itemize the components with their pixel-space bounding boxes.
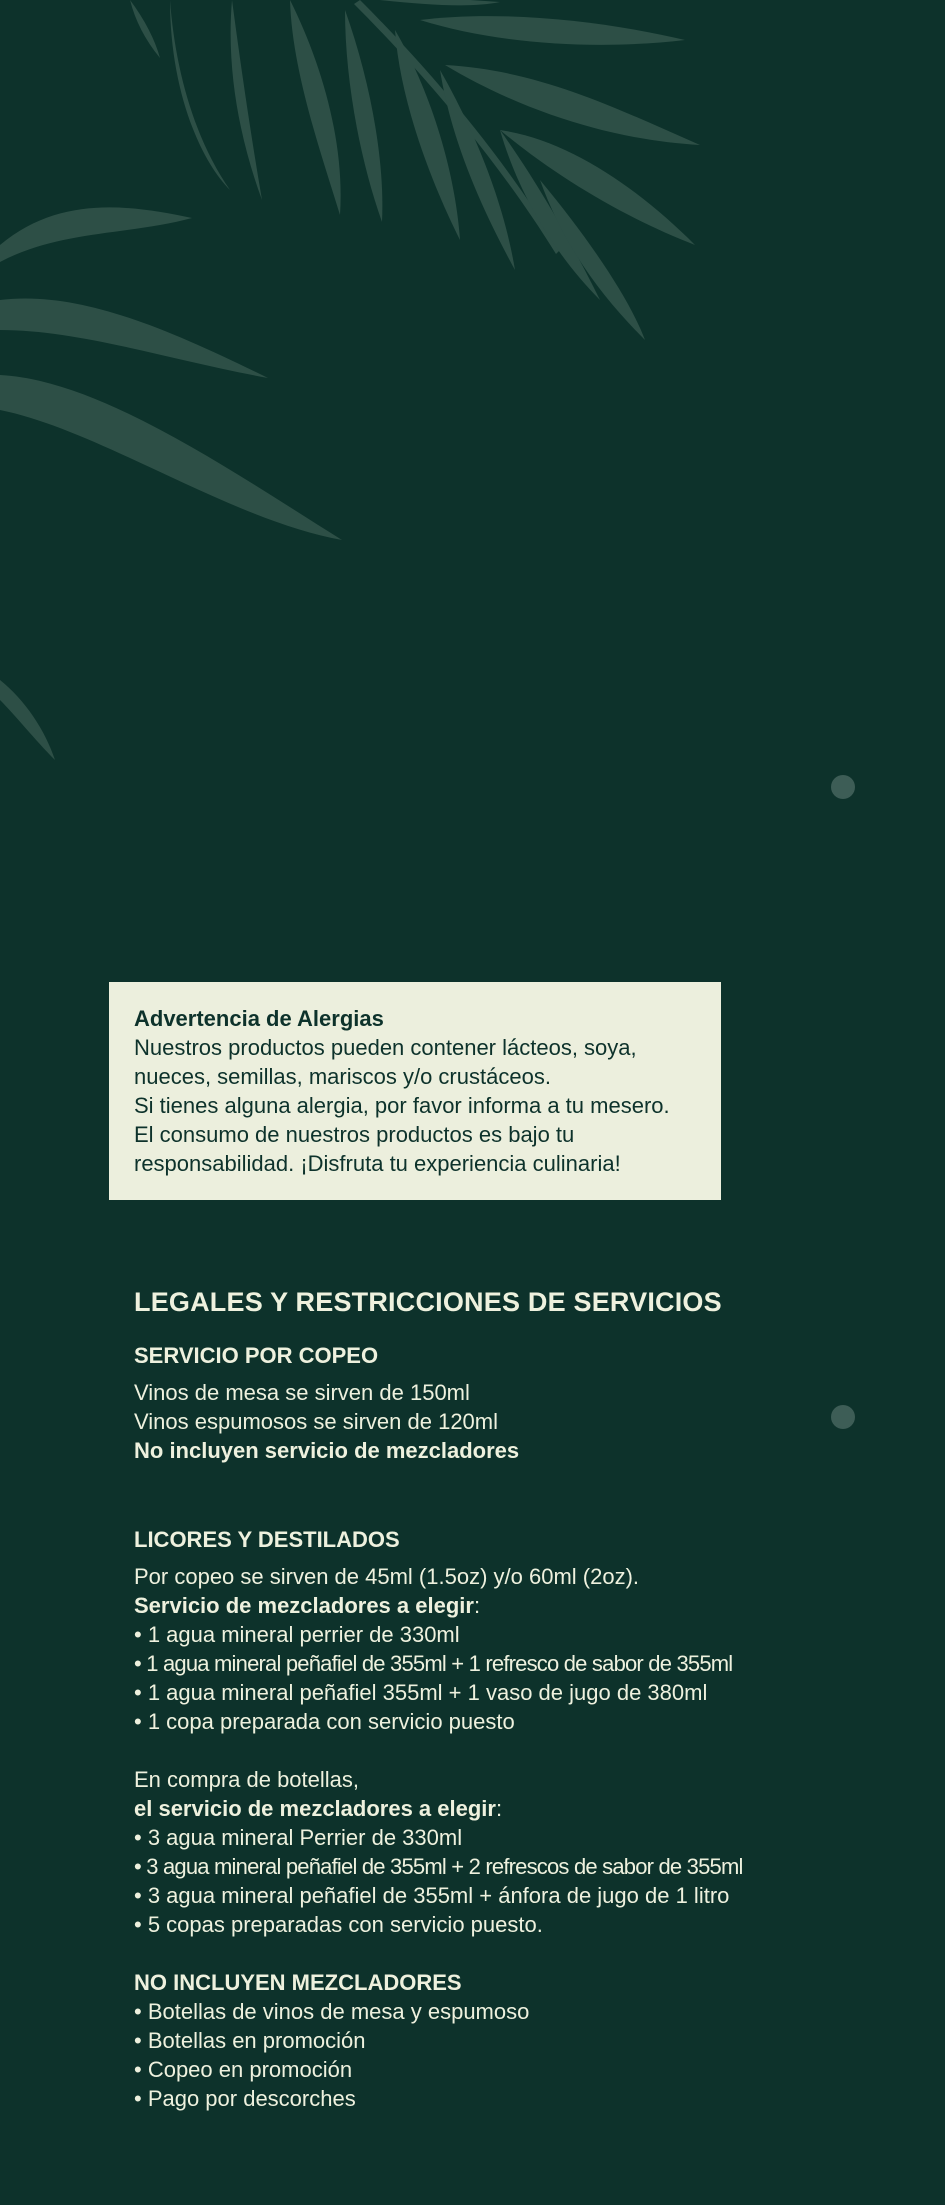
copeo-no-mixers: No incluyen servicio de mezcladores: [134, 1438, 520, 1463]
copeo-line: Vinos de mesa se sirven de 150ml: [134, 1380, 470, 1405]
bottle-mixer-item: • 3 agua mineral peñafiel de 355ml + 2 refrescos de sabor de 355ml: [134, 1854, 743, 1879]
licores-intro: Por copeo se sirven de 45ml (1.5oz) y/o 60ml (2oz).: [134, 1564, 640, 1589]
allergy-warning-line: Nuestros productos pueden contener lácteos, soya,: [134, 1035, 637, 1060]
bottles-mixers-label: [134, 1794, 914, 1823]
no-mixers-item: • Botellas en promoción: [134, 2028, 366, 2053]
allergy-warning-line: nueces, semillas, mariscos y/o crustáceos.: [134, 1064, 551, 1089]
decorative-dot: [831, 775, 855, 799]
allergy-warning-title: Advertencia de Alergias: [134, 1006, 384, 1031]
no-mixers-item: • Botellas de vinos de mesa y espumoso: [134, 1999, 530, 2024]
copeo-heading: SERVICIO POR COPEO: [134, 1343, 379, 1368]
no-mixers-heading: NO INCLUYEN MEZCLADORES: [134, 1970, 462, 1995]
bottle-mixer-item: • 5 copas preparadas con servicio puesto.: [134, 1912, 543, 1937]
bottle-mixer-item: • 3 agua mineral peñafiel de 355ml + ánfora de jugo de 1 litro: [134, 1883, 730, 1908]
licores-heading: LICORES Y DESTILADOS: [134, 1527, 400, 1552]
bottles-mixers-suffix: :: [495, 1796, 503, 1821]
licores-mixers-bold: Servicio de mezcladores a elegir: [134, 1593, 474, 1618]
palm-leaves-decoration: [0, 0, 945, 800]
no-mixers-item: • Copeo en promoción: [134, 2057, 353, 2082]
copeo-block: [134, 1341, 914, 1465]
licores-mixer-item: • 1 agua mineral peñafiel 355ml + 1 vaso de jugo de 380ml: [134, 1680, 708, 1705]
licores-mixer-item: • 1 agua mineral peñafiel de 355ml + 1 refresco de sabor de 355ml: [134, 1651, 733, 1676]
licores-mixer-item: • 1 agua mineral perrier de 330ml: [134, 1622, 460, 1647]
allergy-warning-card: [109, 982, 721, 1200]
bottles-mixers-bold: el servicio de mezcladores a elegir: [134, 1796, 496, 1821]
bottle-mixer-item: • 3 agua mineral Perrier de 330ml: [134, 1825, 463, 1850]
licores-block: [134, 1525, 914, 2113]
allergy-warning-line: El consumo de nuestros productos es bajo tu: [134, 1122, 575, 1147]
bottles-intro: En compra de botellas,: [134, 1767, 360, 1792]
copeo-line: Vinos espumosos se sirven de 120ml: [134, 1409, 499, 1434]
licores-mixers-suffix: :: [473, 1593, 481, 1618]
legal-section: [134, 1285, 914, 2149]
no-mixers-item: • Pago por descorches: [134, 2086, 356, 2111]
allergy-warning-line: responsabilidad. ¡Disfruta tu experiencia culinaria!: [134, 1151, 621, 1176]
licores-mixer-item: • 1 copa preparada con servicio puesto: [134, 1709, 515, 1734]
allergy-warning-line: Si tienes alguna alergia, por favor informa a tu mesero.: [134, 1093, 670, 1118]
licores-mixers-label: [134, 1591, 914, 1620]
legal-title: LEGALES Y RESTRICCIONES DE SERVICIOS: [134, 1287, 722, 1317]
